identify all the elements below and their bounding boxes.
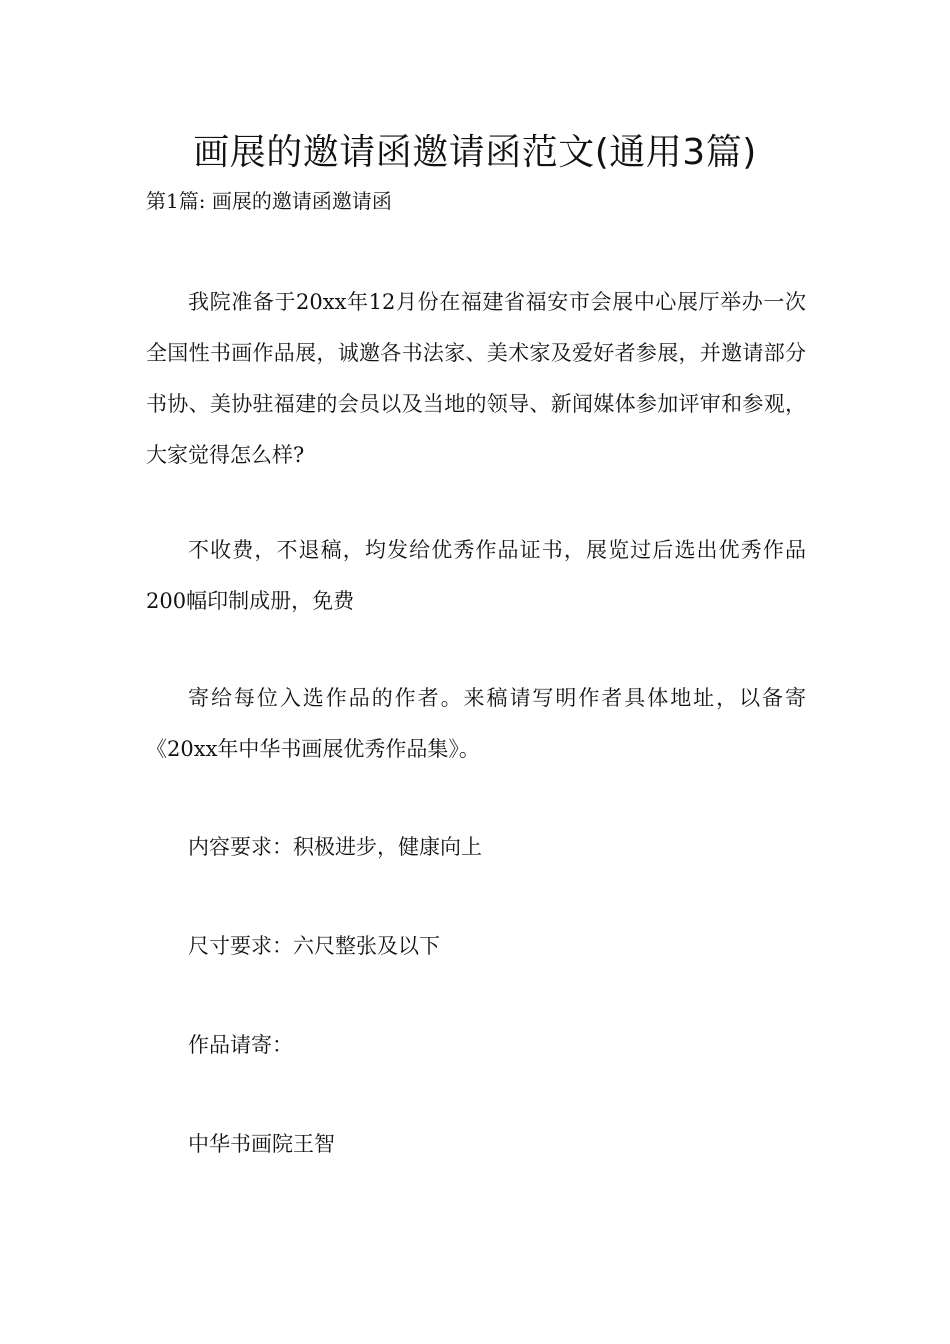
document-title: 画展的邀请函邀请函范文(通用3篇) [193, 132, 757, 173]
paragraph-fees: 不收费，不退稿，均发给优秀作品证书，展览过后选出优秀作品200幅印制成册，免费 [146, 538, 806, 613]
paragraph-send-to: 作品请寄： [188, 1033, 293, 1057]
section-heading: 第1篇: 画展的邀请函邀请函 [146, 189, 392, 213]
paragraph-mailing: 寄给每位入选作品的作者。来稿请写明作者具体地址，以备寄《20xx年中华书画展优秀作品集》。 [146, 686, 806, 761]
paragraph-recipient: 中华书画院王智 [188, 1132, 335, 1156]
paragraph-content-requirement: 内容要求：积极进步，健康向上 [188, 835, 482, 859]
paragraph-invitation: 我院准备于20xx年12月份在福建省福安市会展中心展厅举办一次全国性书画作品展，诚邀各书法家、美术家及爱好者参展，并邀请部分书协、美协驻福建的会员以及当地的领导、新闻媒体参加评审和参观，大家觉得怎么样? [146, 290, 806, 467]
paragraph-size-requirement: 尺寸要求：六尺整张及以下 [188, 934, 440, 958]
